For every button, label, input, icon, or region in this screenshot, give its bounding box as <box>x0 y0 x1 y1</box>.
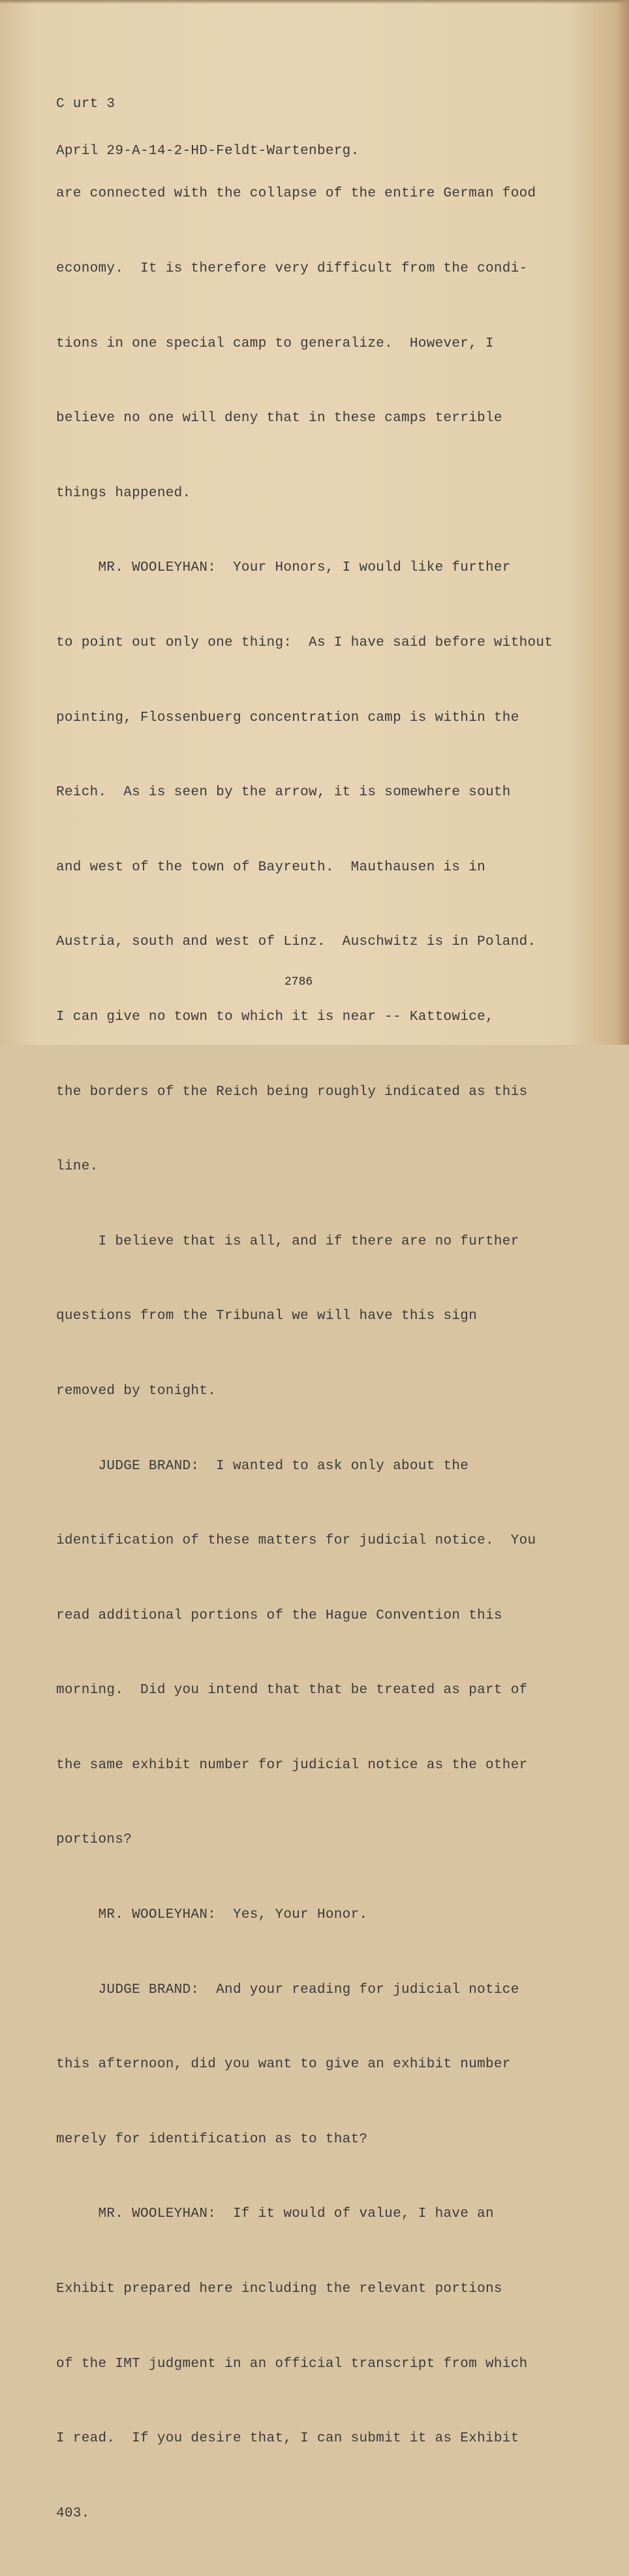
page-top-edge <box>0 0 629 4</box>
text-line: of the IMT judgment in an official transcript from which <box>56 2356 528 2372</box>
text-line: Exhibit prepared here including the relevant portions <box>56 2282 502 2297</box>
text-line: merely for identification as to that? <box>56 2131 368 2147</box>
text-line: the borders of the Reich being roughly indicated as this <box>56 1084 528 1100</box>
header-court: C urt 3 <box>56 97 115 112</box>
text-line: JUDGE BRAND: And your reading for judicial notice <box>56 1982 519 1997</box>
text-line: I believe that is all, and if there are no further <box>56 1233 519 1249</box>
text-line: MR. WOOLEYHAN: Your Honors, I would like further <box>56 560 511 576</box>
text-line: morning. Did you intend that that be treated as part of <box>56 1683 528 1698</box>
text-line: economy. It is therefore very difficult from the condi- <box>56 261 528 276</box>
text-line: believe no one will deny that in these camps terrible <box>56 411 502 426</box>
text-line: JUDGE BRAND: I wanted to ask only about the <box>56 1458 469 1474</box>
text-line: pointing, Flossenbuerg concentration camp is within the <box>56 710 519 725</box>
text-line: and west of the town of Bayreuth. Mauthausen is in <box>56 859 486 875</box>
header-reference: April 29-A-14-2-HD-Feldt-Wartenberg. <box>56 144 360 159</box>
page-number: 2786 <box>284 976 313 989</box>
text-line: portions? <box>56 1832 132 1848</box>
page-right-edge <box>617 0 629 1045</box>
text-line: 403. <box>56 2505 90 2521</box>
text-line: questions from the Tribunal we will have this sign <box>56 1309 478 1324</box>
transcript-body <box>56 132 553 2576</box>
text-line: MR. WOOLEYHAN: Yes, Your Honor. <box>56 1907 368 1923</box>
text-line: to point out only one thing: As I have said before without <box>56 635 553 650</box>
text-line: I can give no town to which it is near -- Kattowice, <box>56 1009 494 1025</box>
text-line: tions in one special camp to generalize. However, I <box>56 336 494 351</box>
text-line: the same exhibit number for judicial notice as the other <box>56 1757 528 1773</box>
text-line: removed by tonight. <box>56 1383 217 1399</box>
text-line: Reich. As is seen by the arrow, it is somewhere south <box>56 785 511 801</box>
text-line: things happened. <box>56 485 191 501</box>
text-line: are connected with the collapse of the entire German food <box>56 186 536 202</box>
text-line: identification of these matters for judicial notice. You <box>56 1533 536 1549</box>
text-line: this afternoon, did you want to give an exhibit number <box>56 2057 511 2073</box>
text-line: MR. WOOLEYHAN: If it would of value, I have an <box>56 2206 494 2222</box>
text-line: I read. If you desire that, I can submit it as Exhibit <box>56 2431 519 2447</box>
text-line: line. <box>56 1159 99 1175</box>
text-line: read additional portions of the Hague Convention this <box>56 1608 502 1623</box>
text-line: Austria, south and west of Linz. Auschwitz is in Poland. <box>56 934 536 950</box>
